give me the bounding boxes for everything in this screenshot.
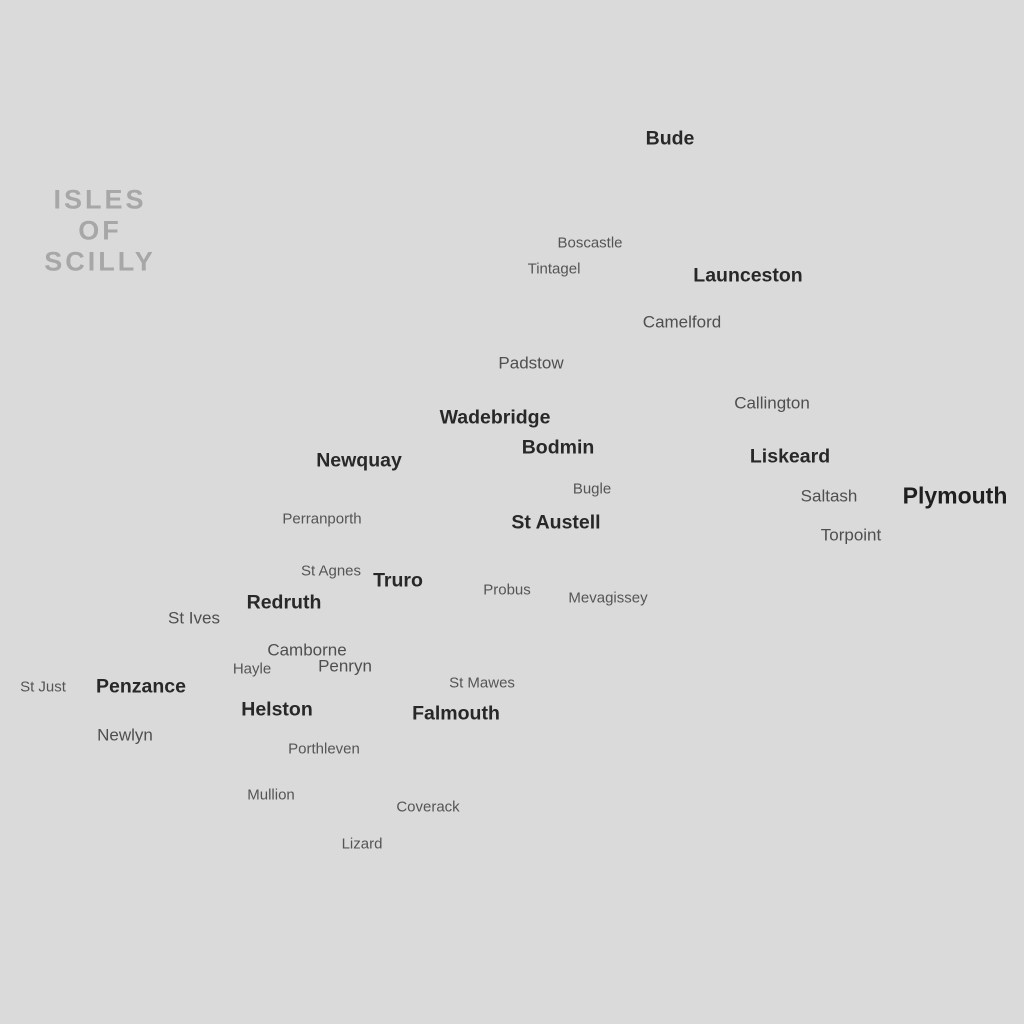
place-label-st-just: St Just — [20, 678, 66, 696]
place-label-porthleven: Porthleven — [288, 740, 360, 758]
place-label-saltash: Saltash — [800, 486, 858, 506]
place-label-penryn: Penryn — [318, 656, 372, 676]
isles-of-scilly-label — [44, 185, 156, 278]
place-label-camborne: Camborne — [267, 640, 347, 660]
place-label-mullion: Mullion — [247, 786, 295, 804]
place-label-helston: Helston — [241, 698, 313, 721]
place-label-probus: Probus — [483, 581, 531, 599]
place-label-perranporth: Perranporth — [282, 510, 362, 528]
place-label-truro: Truro — [373, 569, 423, 592]
place-label-launceston: Launceston — [693, 264, 803, 287]
place-label-boscastle: Boscastle — [557, 234, 623, 252]
place-label-callington: Callington — [734, 393, 810, 413]
place-label-redruth: Redruth — [246, 591, 322, 614]
isles-of-scilly-line-3: SCILLY — [44, 246, 156, 277]
place-label-newlyn: Newlyn — [97, 725, 153, 745]
place-label-liskeard: Liskeard — [749, 445, 831, 468]
place-label-st-austell: St Austell — [511, 511, 601, 534]
place-label-torpoint: Torpoint — [820, 525, 882, 545]
place-label-bodmin: Bodmin — [521, 436, 595, 459]
isles-of-scilly-line-1: ISLES — [53, 184, 147, 215]
place-label-mevagissey: Mevagissey — [568, 589, 648, 607]
place-label-falmouth: Falmouth — [412, 702, 500, 725]
place-label-lizard: Lizard — [341, 835, 383, 853]
place-label-hayle: Hayle — [232, 660, 272, 678]
place-label-st-mawes: St Mawes — [449, 674, 515, 692]
place-label-tintagel: Tintagel — [527, 260, 581, 278]
place-label-plymouth: Plymouth — [902, 482, 1008, 509]
isles-of-scilly-line-2: OF — [78, 215, 122, 246]
place-label-st-ives: St Ives — [168, 608, 220, 628]
place-label-bude: Bude — [645, 127, 695, 150]
place-label-penzance: Penzance — [96, 675, 186, 698]
place-label-wadebridge: Wadebridge — [439, 406, 551, 429]
place-label-bugle: Bugle — [572, 480, 612, 498]
place-label-coverack: Coverack — [396, 798, 460, 816]
place-label-camelford: Camelford — [642, 312, 722, 332]
place-label-st-agnes: St Agnes — [300, 562, 362, 580]
place-label-newquay: Newquay — [316, 449, 402, 472]
place-label-padstow: Padstow — [498, 353, 564, 373]
